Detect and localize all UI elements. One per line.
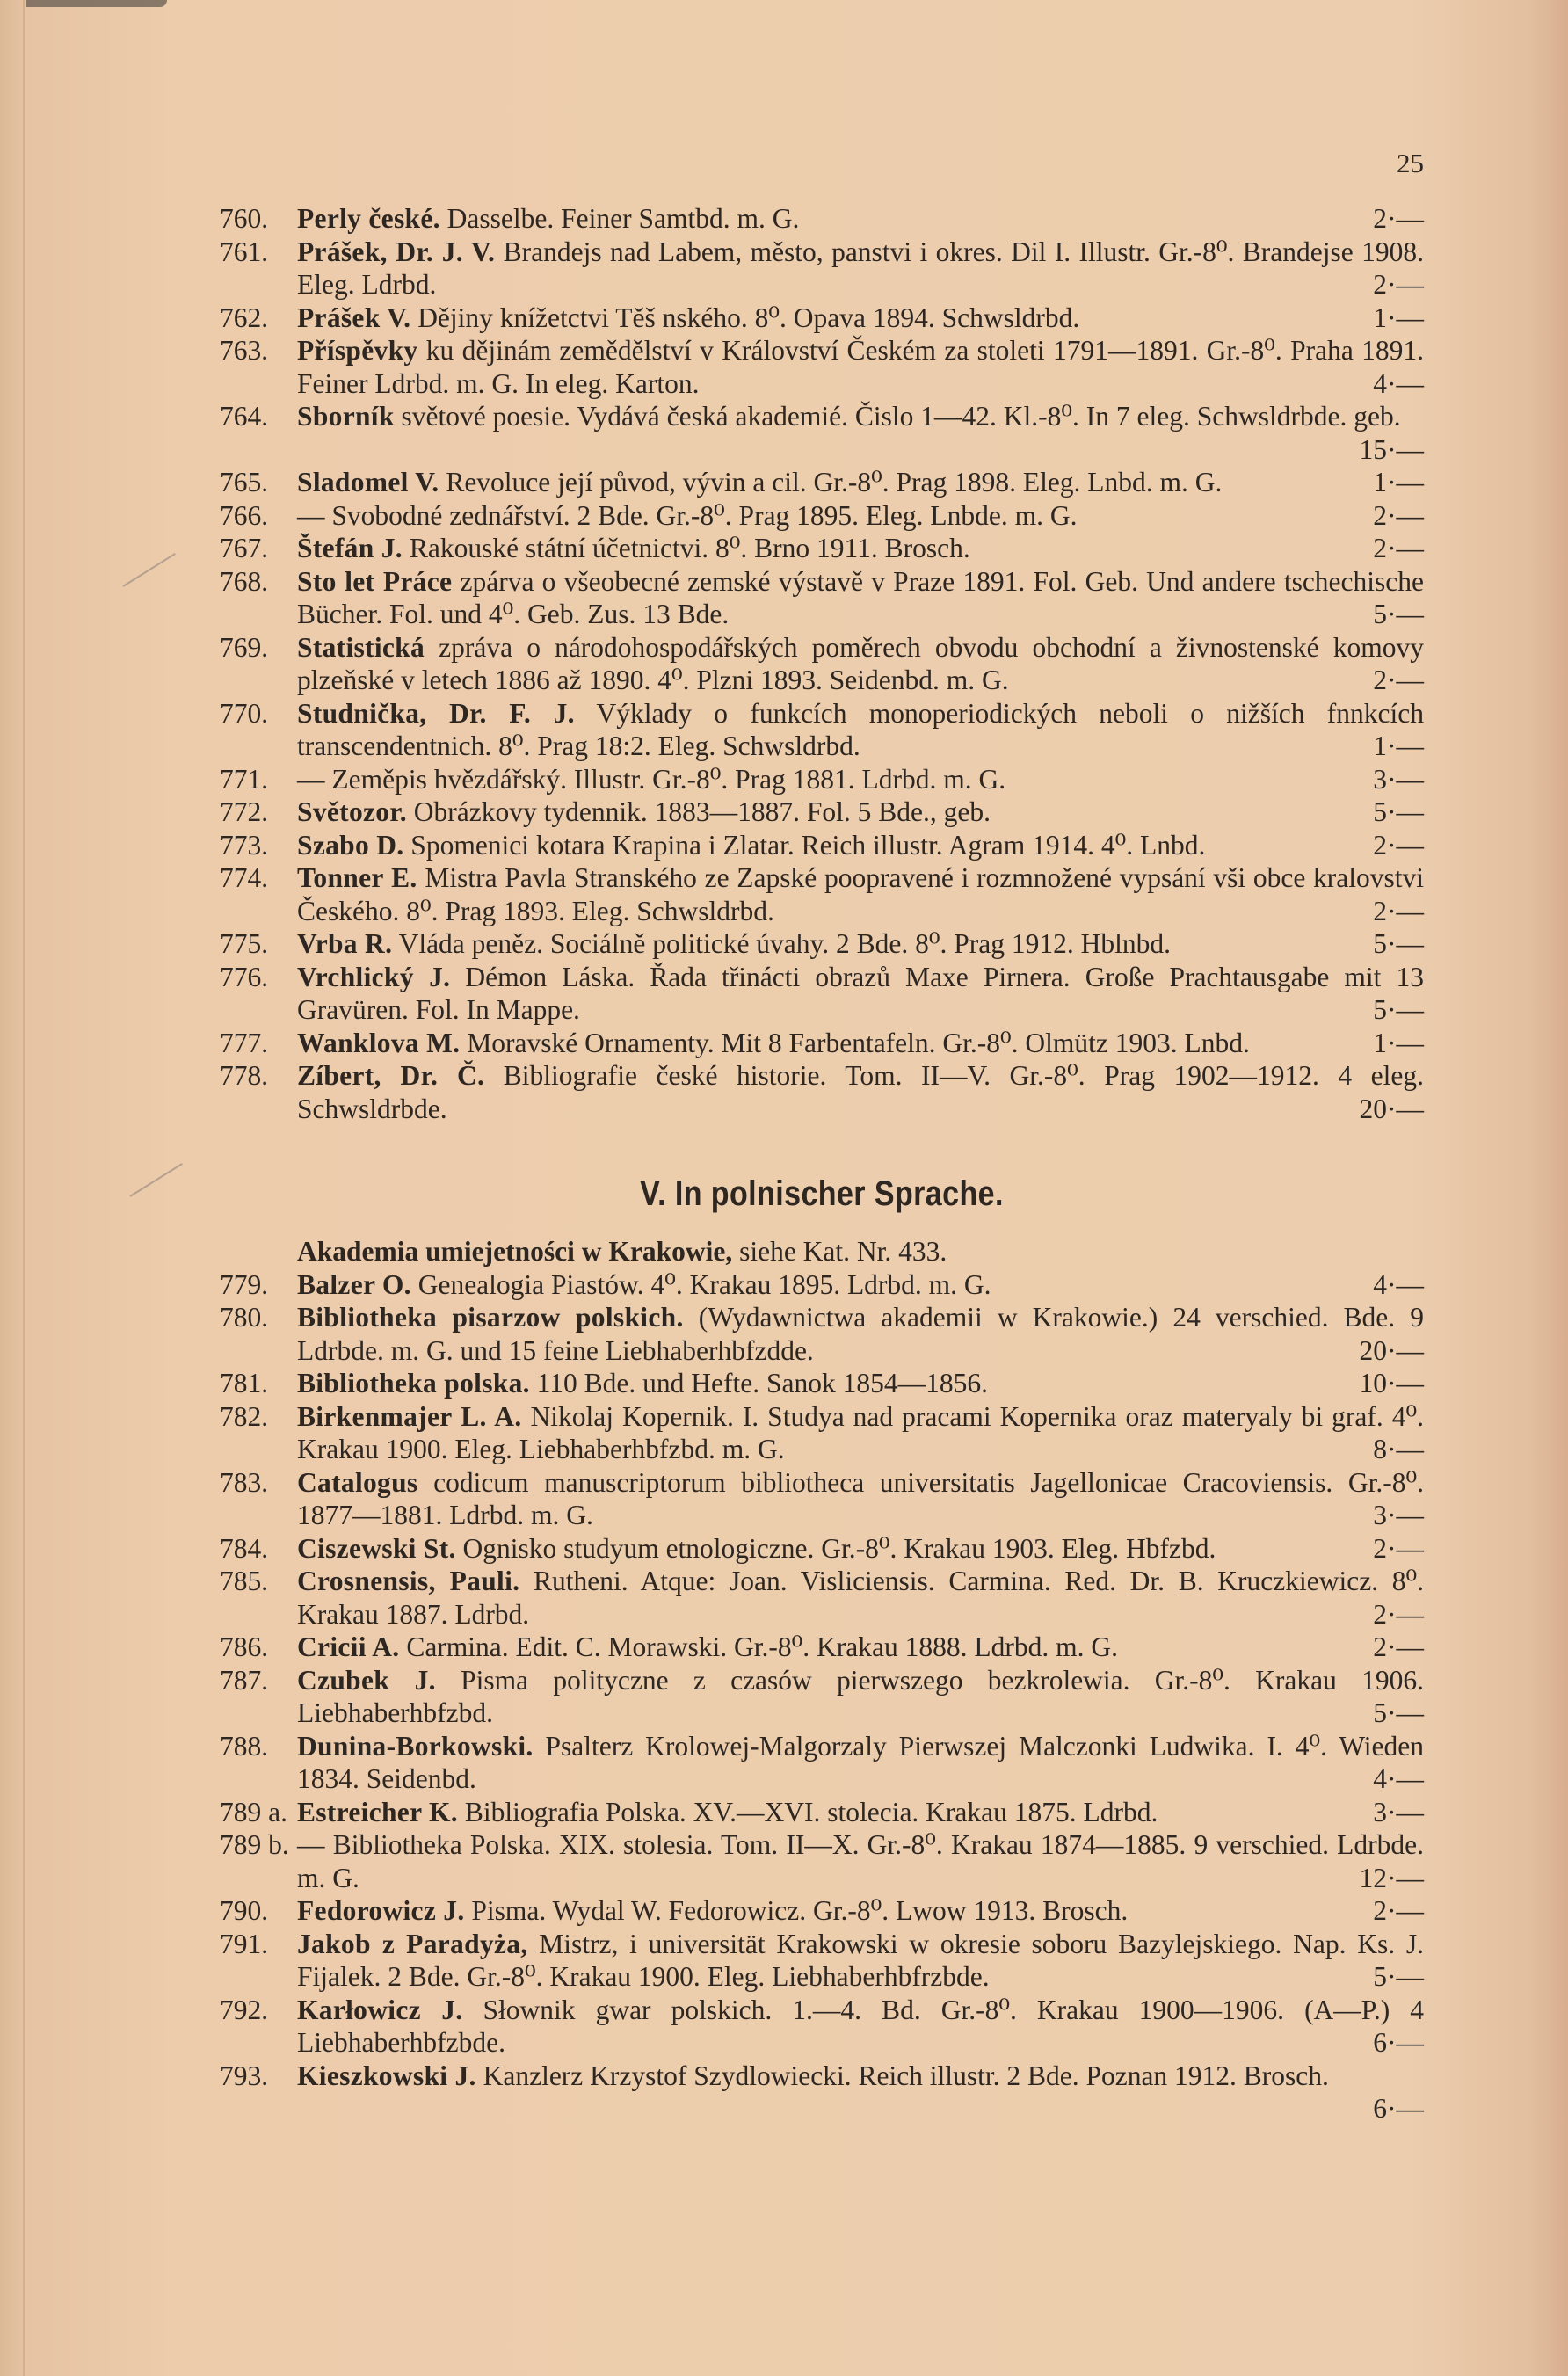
entry-price: 6·— bbox=[1373, 2027, 1424, 2058]
entry-heading: Szabo D. bbox=[297, 829, 404, 861]
entry-price: 3·— bbox=[1373, 1796, 1424, 1827]
entry-number: 792. bbox=[220, 1994, 269, 2025]
entry-description: Revoluce její původ, vývin a cil. Gr.-8⁰. Prag 1898. Eleg. Lnbd. m. G. bbox=[446, 467, 1223, 498]
entry-number: 780. bbox=[220, 1302, 269, 1333]
entry-number: 760. bbox=[220, 203, 269, 234]
entry-price: 8·— bbox=[1373, 1434, 1424, 1464]
catalog-entry bbox=[220, 400, 1424, 466]
entry-body bbox=[297, 400, 1424, 433]
entry-description: světové poesie. Vydává česká akademié. Čislo 1—42. Kl.-8⁰. In 7 eleg. Schwsldrbde. geb. bbox=[401, 401, 1401, 432]
entry-number: 784. bbox=[220, 1532, 269, 1564]
entry-heading: Karłowicz J. bbox=[297, 1994, 463, 2025]
entry-description: Rutheni. Atque: Joan. Visliciensis. Carmina. Red. Dr. B. Kruczkiewicz. 8⁰. Krakau 1887. Ldrbd. bbox=[297, 1566, 1425, 1630]
catalog-entry bbox=[220, 565, 1424, 631]
entry-description: Moravské Ornamenty. Mit 8 Farbentafeln. Gr.-8⁰. Olmütz 1903. Lnbd. bbox=[467, 1027, 1250, 1058]
catalog-entry bbox=[220, 334, 1424, 400]
entry-description: zpráva o národohospodářských poměrech obvodu obchodní a živnostenské komovy plzeňské v letech 1886 až 1890. 4⁰. Plzni 1893. Seidenbd. m. G. bbox=[297, 631, 1424, 695]
entry-price: 1·— bbox=[1373, 467, 1424, 498]
entry-price: 2·— bbox=[1373, 1532, 1424, 1564]
entry-number: 767. bbox=[220, 533, 269, 563]
catalog-entry bbox=[220, 829, 1424, 862]
entry-price: 4·— bbox=[1373, 367, 1424, 399]
entry-description: zpárva o všeobecné zemské výstavě v Praze 1891. Fol. Geb. Und andere tschechische Bücher. Fol. und 4⁰. Geb. Zus. 13 Bde. bbox=[297, 565, 1424, 629]
entry-price: 5·— bbox=[1373, 994, 1424, 1025]
entry-description: ku dějinám zemědělství v Království Českém za stoleti 1791—1891. Gr.-8⁰. Praha 1891. Feiner Ldrbd. m. G. In eleg. Karton. bbox=[297, 335, 1425, 399]
entry-price: 1·— bbox=[1373, 1027, 1424, 1058]
entry-description: Obrázkovy tydennik. 1883—1887. Fol. 5 Bde., geb. bbox=[413, 796, 991, 827]
entry-description: (Wydawnictwa akademii w Krakowie.) 24 verschied. Bde. 9 Ldrbde. m. G. und 15 feine Liebhaberhbfzdde. bbox=[297, 1302, 1424, 1366]
entry-price: 20·— bbox=[1359, 1334, 1424, 1366]
entry-number: 790. bbox=[220, 1895, 269, 1926]
entry-heading: Prášek V. bbox=[297, 302, 411, 333]
entry-price: 2·— bbox=[1373, 1598, 1424, 1630]
entry-description: codicum manuscriptorum bibliotheca universitatis Jagellonicae Cracoviensis. Gr.-8⁰. 1877—1881. Ldrbd. m. G. bbox=[297, 1466, 1425, 1530]
entry-description: Spomenici kotara Krapina i Zlatar. Reich illustr. Agram 1914. 4⁰. Lnbd. bbox=[410, 829, 1206, 861]
catalog-entry bbox=[220, 1059, 1424, 1125]
entry-number: 770. bbox=[220, 697, 269, 729]
catalog-entry bbox=[220, 961, 1424, 1027]
entry-heading: Dunina-Borkowski. bbox=[297, 1730, 534, 1762]
entry-heading: Světozor. bbox=[297, 796, 407, 827]
entry-description: Pisma polityczne z czasów pierwszego bezkrolewia. Gr.-8⁰. Krakau 1906. Liebhaberhbfzbd. bbox=[297, 1664, 1425, 1728]
entry-description: Rakouské státní účetnictvi. 8⁰. Brno 1911. Brosch. bbox=[409, 533, 970, 563]
binding-edge bbox=[23, 0, 25, 2376]
catalog-entry bbox=[220, 302, 1424, 335]
entry-description: Carmina. Edit. C. Morawski. Gr.-8⁰. Krakau 1888. Ldrbd. m. G. bbox=[406, 1631, 1118, 1662]
entry-heading: Vrba R. bbox=[297, 928, 393, 959]
entry-number: 766. bbox=[220, 499, 269, 531]
section-title: V. In polnischer Sprache. bbox=[640, 1174, 1004, 1213]
entry-description: Genealogia Piastów. 4⁰. Krakau 1895. Ldrbd. m. G. bbox=[417, 1268, 991, 1300]
entry-heading: Zíbert, Dr. Č. bbox=[297, 1060, 485, 1091]
entry-price: 5·— bbox=[1373, 928, 1424, 959]
entry-price: 2·— bbox=[1373, 1895, 1424, 1926]
entry-heading: Perly české. bbox=[297, 203, 440, 234]
entry-number: 779. bbox=[220, 1268, 269, 1300]
entry-description: Bibliografie české historie. Tom. II—V. Gr.-8⁰. Prag 1902—1912. 4 eleg. Schwsldrbde. bbox=[297, 1060, 1425, 1124]
catalog-entry bbox=[220, 796, 1424, 829]
entry-price: 2·— bbox=[1373, 895, 1424, 926]
entry-price: 1·— bbox=[1373, 730, 1424, 761]
entry-heading: Kieszkowski J. bbox=[297, 2060, 476, 2091]
entry-heading: Bibliotheka pisarzow polskich. bbox=[297, 1302, 684, 1333]
entry-description: — Zeměpis hvězdářský. Illustr. Gr.-8⁰. Prag 1881. Ldrbd. m. G. bbox=[297, 763, 1006, 795]
catalog-entry bbox=[220, 1466, 1424, 1532]
entry-heading: Příspěvky bbox=[297, 335, 418, 366]
entry-number: 771. bbox=[220, 763, 269, 795]
entry-price: 5·— bbox=[1373, 796, 1424, 827]
entry-number: 775. bbox=[220, 928, 269, 959]
entry-price: 5·— bbox=[1373, 1697, 1424, 1728]
entry-heading: Sborník bbox=[297, 401, 395, 432]
catalog-entry bbox=[220, 1367, 1424, 1400]
entry-number: 773. bbox=[220, 829, 269, 861]
entry-number: 774. bbox=[220, 862, 269, 893]
catalog-entry bbox=[220, 1027, 1424, 1060]
catalog-entry bbox=[220, 1301, 1424, 1367]
entry-number: 781. bbox=[220, 1368, 269, 1399]
catalog-entry bbox=[220, 927, 1424, 961]
page-number: 25 bbox=[1397, 148, 1424, 178]
catalog-entry bbox=[220, 1400, 1424, 1466]
entry-number: 768. bbox=[220, 565, 269, 597]
entry-description: Pisma. Wydal W. Fedorowicz. Gr.-8⁰. Lwow 1913. Brosch. bbox=[471, 1895, 1129, 1926]
entry-price: 5·— bbox=[1373, 1961, 1424, 1992]
entry-description: Kanzlerz Krzystof Szydlowiecki. Reich illustr. 2 Bde. Poznan 1912. Brosch. bbox=[483, 2060, 1329, 2091]
entry-number: 778. bbox=[220, 1060, 269, 1091]
entry-heading: Balzer O. bbox=[297, 1268, 411, 1300]
entry-price: 2·— bbox=[1373, 665, 1424, 695]
catalog-listing bbox=[220, 202, 1424, 2125]
entry-heading: Prášek, Dr. J. V. bbox=[297, 236, 496, 267]
catalog-entry bbox=[220, 697, 1424, 763]
entry-description: Démon Láska. Řada třinácti obrazů Maxe Pirnera. Große Prachtausgabe mit 13 Gravüren. Fol. In Mappe. bbox=[297, 961, 1424, 1025]
entry-heading: Ciszewski St. bbox=[297, 1532, 456, 1564]
entry-description: Mistrz, i universität Krakowski w okresie soboru Bazylejskiego. Nap. Ks. J. Fijalek. 2 Bde. Gr.-8⁰. Krakau 1900. Eleg. Liebhaberhbfrzbde. bbox=[297, 1928, 1425, 1992]
entry-price: 2·— bbox=[1373, 1631, 1424, 1662]
catalog-entry bbox=[220, 1994, 1424, 2060]
entry-price: 4·— bbox=[1373, 1268, 1424, 1300]
entry-description: — Bibliotheka Polska. XIX. stolesia. Tom. II—X. Gr.-8⁰. Krakau 1874—1885. 9 verschied. Ldrbde. m. G. bbox=[297, 1829, 1424, 1893]
catalog-entry bbox=[220, 1565, 1424, 1631]
entry-heading: Štefán J. bbox=[297, 533, 403, 563]
entry-price: 3·— bbox=[1373, 763, 1424, 795]
entry-number: 793. bbox=[220, 2060, 269, 2091]
entry-price: 2·— bbox=[1373, 533, 1424, 563]
entry-heading: Bibliotheka polska. bbox=[297, 1368, 530, 1399]
entry-heading: Sto let Práce bbox=[297, 565, 453, 597]
entry-heading: Fedorowicz J. bbox=[297, 1895, 465, 1926]
entry-description: Bibliografia Polska. XV.—XVI. stolecia. Krakau 1875. Ldrbd. bbox=[464, 1796, 1158, 1827]
entry-price: 4·— bbox=[1373, 1763, 1424, 1794]
catalog-entry bbox=[220, 1894, 1424, 1928]
entry-number: 786. bbox=[220, 1631, 269, 1662]
catalog-entry bbox=[220, 1664, 1424, 1730]
entry-heading: Sladomel V. bbox=[297, 467, 439, 498]
entry-number: 762. bbox=[220, 302, 269, 333]
entry-description: 110 Bde. und Hefte. Sanok 1854—1856. bbox=[536, 1368, 988, 1399]
entry-price: 3·— bbox=[1373, 1500, 1424, 1530]
catalog-entry bbox=[220, 466, 1424, 499]
entry-number: 777. bbox=[220, 1027, 269, 1058]
catalog-entry bbox=[220, 236, 1424, 302]
entry-body bbox=[297, 2060, 1424, 2093]
entry-price: 2·— bbox=[1373, 269, 1424, 300]
entry-description: Brandejs nad Labem, město, panstvi i okres. Dil I. Illustr. Gr.-8⁰. Brandejse 1908. Eleg. Ldrbd. bbox=[297, 236, 1424, 300]
entry-description: — Svobodné zednářství. 2 Bde. Gr.-8⁰. Prag 1895. Eleg. Lnbde. m. G. bbox=[297, 499, 1078, 531]
entry-heading: Czubek J. bbox=[297, 1664, 436, 1696]
entry-number: 769. bbox=[220, 631, 269, 663]
entry-number: 776. bbox=[220, 961, 269, 992]
note-text: siehe Kat. Nr. 433. bbox=[739, 1236, 947, 1267]
entry-price: 20·— bbox=[1359, 1093, 1424, 1124]
entry-heading: Studnička, Dr. F. J. bbox=[297, 697, 575, 729]
entry-price: 2·— bbox=[1373, 499, 1424, 531]
entry-number: 764. bbox=[220, 401, 269, 432]
entry-number: 789 a. bbox=[220, 1796, 287, 1827]
catalog-entry bbox=[220, 861, 1424, 927]
cross-reference-note bbox=[297, 1235, 1424, 1268]
entry-price: 12·— bbox=[1359, 1862, 1424, 1893]
catalog-entry bbox=[220, 1268, 1424, 1302]
entry-number: 791. bbox=[220, 1928, 269, 1959]
entry-number: 783. bbox=[220, 1466, 269, 1498]
entry-price: 6·— bbox=[1373, 2093, 1424, 2124]
entry-description: Dějiny knížetctvi Těš nského. 8⁰. Opava 1894. Schwsldrbd. bbox=[417, 302, 1080, 333]
entry-description: Vláda peněz. Sociálně politické úvahy. 2 Bde. 8⁰. Prag 1912. Hblnbd. bbox=[398, 928, 1171, 959]
entry-number: 772. bbox=[220, 796, 269, 827]
catalog-entry bbox=[220, 2060, 1424, 2125]
entry-heading: Catalogus bbox=[297, 1466, 418, 1498]
catalog-entry bbox=[220, 763, 1424, 796]
entry-heading: Estreicher K. bbox=[297, 1796, 458, 1827]
entry-heading: Jakob z Paradyża, bbox=[297, 1928, 528, 1959]
catalog-entry bbox=[220, 1796, 1424, 1829]
scan-shadow bbox=[26, 0, 167, 7]
entry-heading: Birkenmajer L. A. bbox=[297, 1400, 522, 1432]
catalog-entry bbox=[220, 1828, 1424, 1894]
catalog-entry bbox=[220, 499, 1424, 533]
catalog-entry bbox=[220, 1532, 1424, 1566]
note-heading: Akademia umiejetności w Krakowie, bbox=[297, 1236, 733, 1267]
entry-heading: Crosnensis, Pauli. bbox=[297, 1566, 520, 1596]
entry-heading: Vrchlický J. bbox=[297, 961, 451, 992]
catalog-entry bbox=[220, 1928, 1424, 1994]
entry-description: Dasselbe. Feiner Samtbd. m. G. bbox=[446, 203, 800, 234]
polish-entries bbox=[220, 1268, 1424, 2125]
entry-description: Psalterz Krolowej-Malgorzaly Pierwszej Malczonki Ludwika. I. 4⁰. Wieden 1834. Seidenbd. bbox=[297, 1730, 1425, 1794]
entry-heading: Tonner E. bbox=[297, 862, 417, 893]
entry-heading: Wanklova M. bbox=[297, 1027, 461, 1058]
entry-description: Słownik gwar polskich. 1.—4. Bd. Gr.-8⁰. Krakau 1900—1906. (A—P.) 4 Liebhaberhbfzbde. bbox=[297, 1994, 1424, 2058]
entry-price: 1·— bbox=[1373, 302, 1424, 333]
catalog-entry bbox=[220, 532, 1424, 565]
czech-entries bbox=[220, 202, 1424, 1125]
entry-number: 761. bbox=[220, 236, 269, 267]
entry-number: 765. bbox=[220, 467, 269, 498]
entry-number: 789 b. bbox=[220, 1829, 289, 1860]
entry-number: 782. bbox=[220, 1400, 269, 1432]
entry-heading: Cricii A. bbox=[297, 1631, 400, 1662]
entry-description: Mistra Pavla Stranského ze Zapské poopravené i rozmnožené vypsání vši obce kralovstvi Českého. 8⁰. Prag 1893. Eleg. Schwsldrbd. bbox=[297, 862, 1425, 926]
catalog-entry bbox=[220, 1631, 1424, 1664]
entry-price: 2·— bbox=[1373, 829, 1424, 861]
entry-heading: Statistická bbox=[297, 631, 425, 663]
entry-price: 10·— bbox=[1359, 1368, 1424, 1399]
entry-number: 788. bbox=[220, 1730, 269, 1762]
catalog-entry bbox=[220, 1730, 1424, 1796]
entry-description: Výklady o funkcích monoperiodických neboli o nižších fnnkcích transcendentnich. 8⁰. Prag 18:2. Eleg. Schwsldrbd. bbox=[297, 697, 1424, 761]
entry-number: 763. bbox=[220, 335, 269, 366]
entry-number: 787. bbox=[220, 1664, 269, 1696]
entry-description: Nikolaj Kopernik. I. Studya nad pracami Kopernika oraz materyaly bi graf. 4⁰. Krakau 1900. Eleg. Liebhaberhbfzbd. m. G. bbox=[297, 1400, 1424, 1464]
entry-price: 2·— bbox=[1373, 203, 1424, 234]
entry-number: 785. bbox=[220, 1566, 269, 1596]
catalog-entry bbox=[220, 631, 1424, 697]
entry-description: Ognisko studyum etnologiczne. Gr.-8⁰. Krakau 1903. Eleg. Hbfzbd. bbox=[462, 1532, 1216, 1564]
entry-price: 15·— bbox=[1359, 433, 1424, 465]
entry-price: 5·— bbox=[1373, 599, 1424, 629]
catalog-entry bbox=[220, 202, 1424, 236]
